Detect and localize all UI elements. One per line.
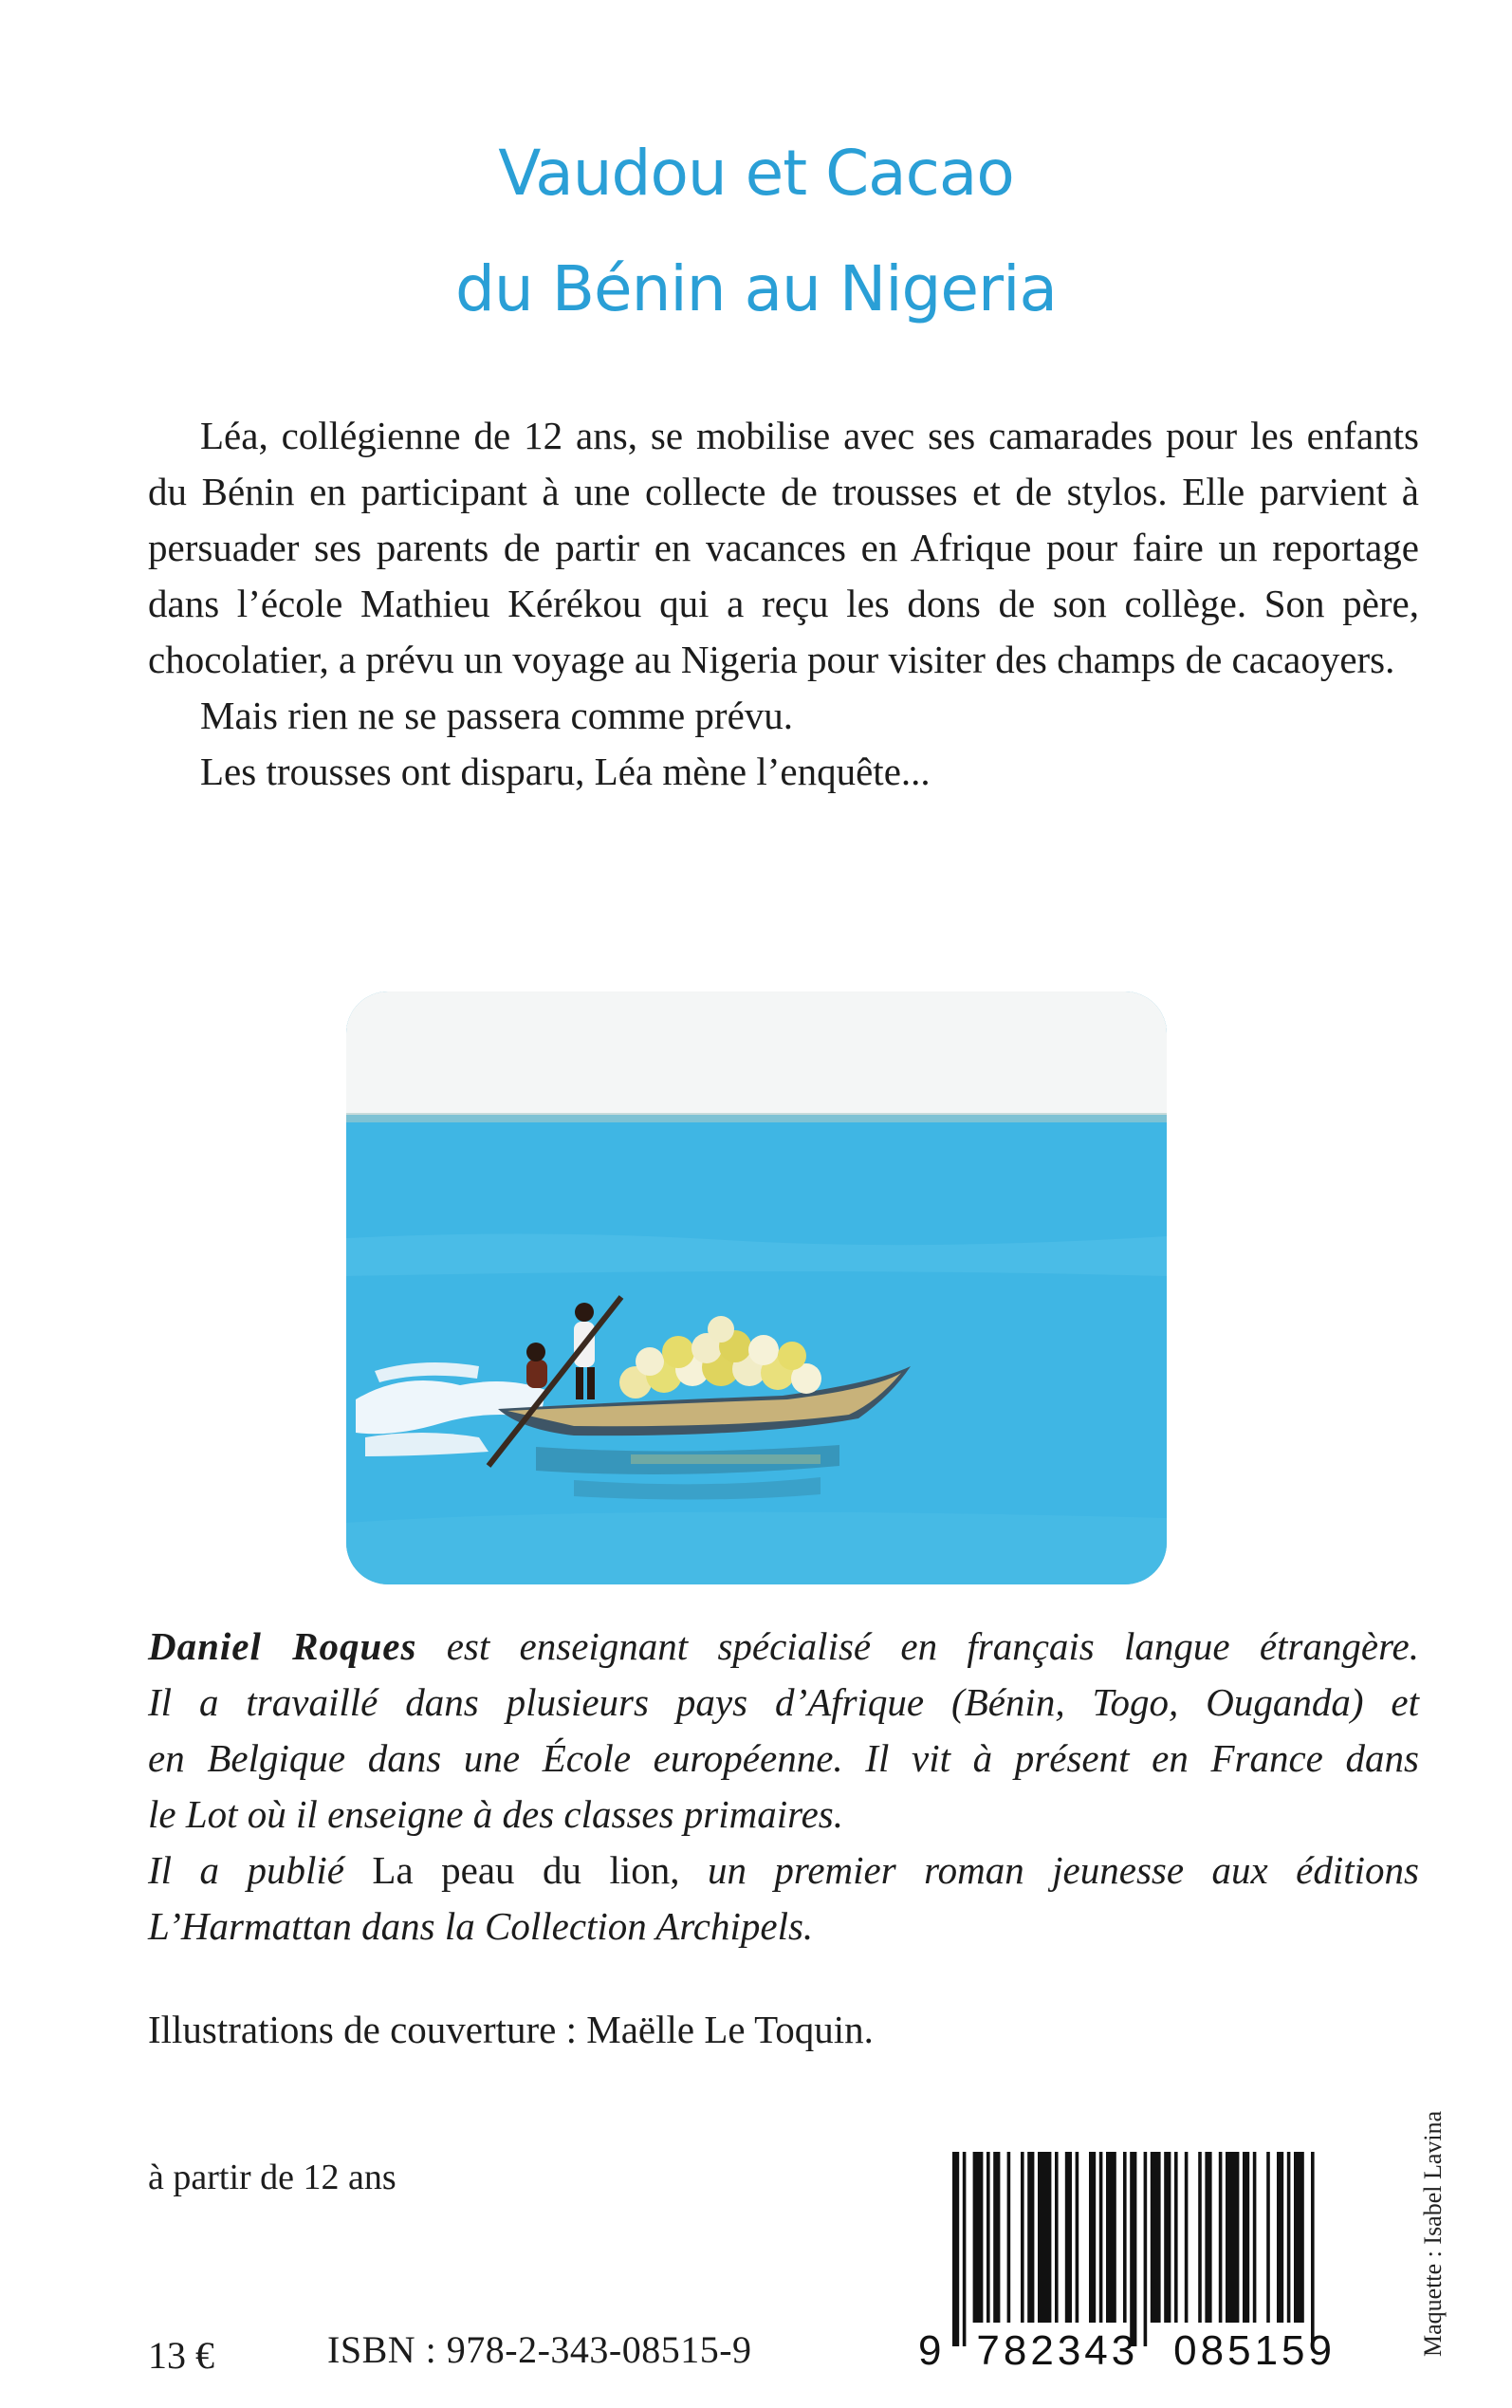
barcode-left-digits: 782343	[976, 2327, 1139, 2374]
barcode-bar	[1021, 2152, 1024, 2323]
barcode-bar	[1089, 2152, 1096, 2323]
barcode-bar	[1027, 2152, 1034, 2323]
layout-credit: Maquette : Isabel Lavina	[1419, 2110, 1447, 2357]
synopsis-line-3: Les trousses ont disparu, Léa mène l’enquête...	[200, 750, 931, 793]
barcode-bar	[952, 2152, 959, 2346]
barcode-bar	[1198, 2152, 1202, 2323]
isbn: ISBN : 978-2-343-08515-9	[327, 2328, 752, 2371]
barcode-bar	[1038, 2152, 1051, 2323]
barcode-bar	[1311, 2152, 1315, 2346]
barcode-bar	[973, 2152, 984, 2323]
synopsis	[148, 408, 1419, 800]
barcode-bar	[1099, 2152, 1103, 2323]
barcode-bar	[1106, 2152, 1116, 2323]
barcode-bar	[1253, 2152, 1257, 2323]
cover-illustration	[346, 991, 1167, 1584]
barcode-bar	[1185, 2152, 1189, 2323]
barcode-first-digit: 9	[918, 2327, 942, 2374]
barcode-bar	[986, 2152, 990, 2323]
barcode-bar	[1294, 2152, 1304, 2323]
barcode-bar	[1287, 2152, 1291, 2323]
bio-line-4: le Lot où il enseigne à des classes primaires.	[148, 1792, 843, 1836]
bio-line-1	[148, 1619, 1419, 1675]
barcode-bar	[1174, 2152, 1178, 2323]
illustration-credit: Illustrations de couverture : Maëlle Le Toquin.	[148, 2008, 874, 2051]
author-bio	[148, 1619, 1419, 1954]
book-title-line-2: du Bénin au Nigeria	[455, 252, 1057, 325]
synopsis-line-2: Mais rien ne se passera comme prévu.	[200, 694, 794, 737]
bio-line-6: L’Harmattan dans la Collection Archipels.	[148, 1904, 814, 1948]
bio-line-1-rest: est enseignant spécialisé en français langue étrangère.	[416, 1624, 1419, 1668]
barcode-bar	[1266, 2152, 1270, 2323]
barcode-number	[918, 2325, 1336, 2378]
bio-line-5-a: Il a publié	[148, 1848, 373, 1892]
barcode-bar	[1277, 2152, 1283, 2323]
barcode-bar	[1007, 2152, 1011, 2323]
barcode-bar	[1144, 2152, 1148, 2346]
author-name: Daniel Roques	[148, 1624, 417, 1668]
barcode-bar	[1226, 2152, 1239, 2323]
barcode-bar	[993, 2152, 1000, 2323]
barcode-bar	[1164, 2152, 1171, 2323]
barcode-bar	[963, 2152, 967, 2346]
barcode-bar	[1076, 2152, 1079, 2323]
age-rating: à partir de 12 ans	[148, 2158, 396, 2197]
price: 13 €	[148, 2334, 214, 2377]
barcode-bar	[1205, 2152, 1211, 2323]
barcode-bar	[1055, 2152, 1059, 2323]
book-title-line-1: Vaudou et Cacao	[498, 137, 1014, 210]
barcode-bar	[1130, 2152, 1136, 2346]
bio-line-3: en Belgique dans une École européenne. Il vit à présent en France dans	[148, 1736, 1419, 1780]
barcode-bar	[1123, 2152, 1127, 2323]
previous-book-title: La peau du lion,	[372, 1848, 680, 1892]
barcode-bar	[1243, 2152, 1249, 2323]
barcode-bar	[1065, 2152, 1072, 2323]
barcode-bar	[1219, 2152, 1223, 2323]
barcode-bar	[1151, 2152, 1161, 2323]
synopsis-paragraph: Léa, collégienne de 12 ans, se mobilise avec ses camarades pour les enfants du Bénin en participant à une collecte de trousses et de stylos. Elle parvient à persuader ses parents de partir en vacances en Afrique pour faire un reportage dans l’école Mathieu Kérékou qui a reçu les dons de son collège. Son père, chocolatier, a prévu un voyage au Nigeria pour visiter des champs de cacaoyers.	[148, 414, 1419, 681]
bio-line-5-c: un premier roman jeunesse aux éditions	[679, 1848, 1420, 1892]
bio-line-2: Il a travaillé dans plusieurs pays d’Afrique (Bénin, Togo, Ouganda) et	[148, 1680, 1419, 1724]
barcode-right-digits: 085159	[1173, 2327, 1336, 2374]
bio-line-5	[148, 1843, 1419, 1899]
